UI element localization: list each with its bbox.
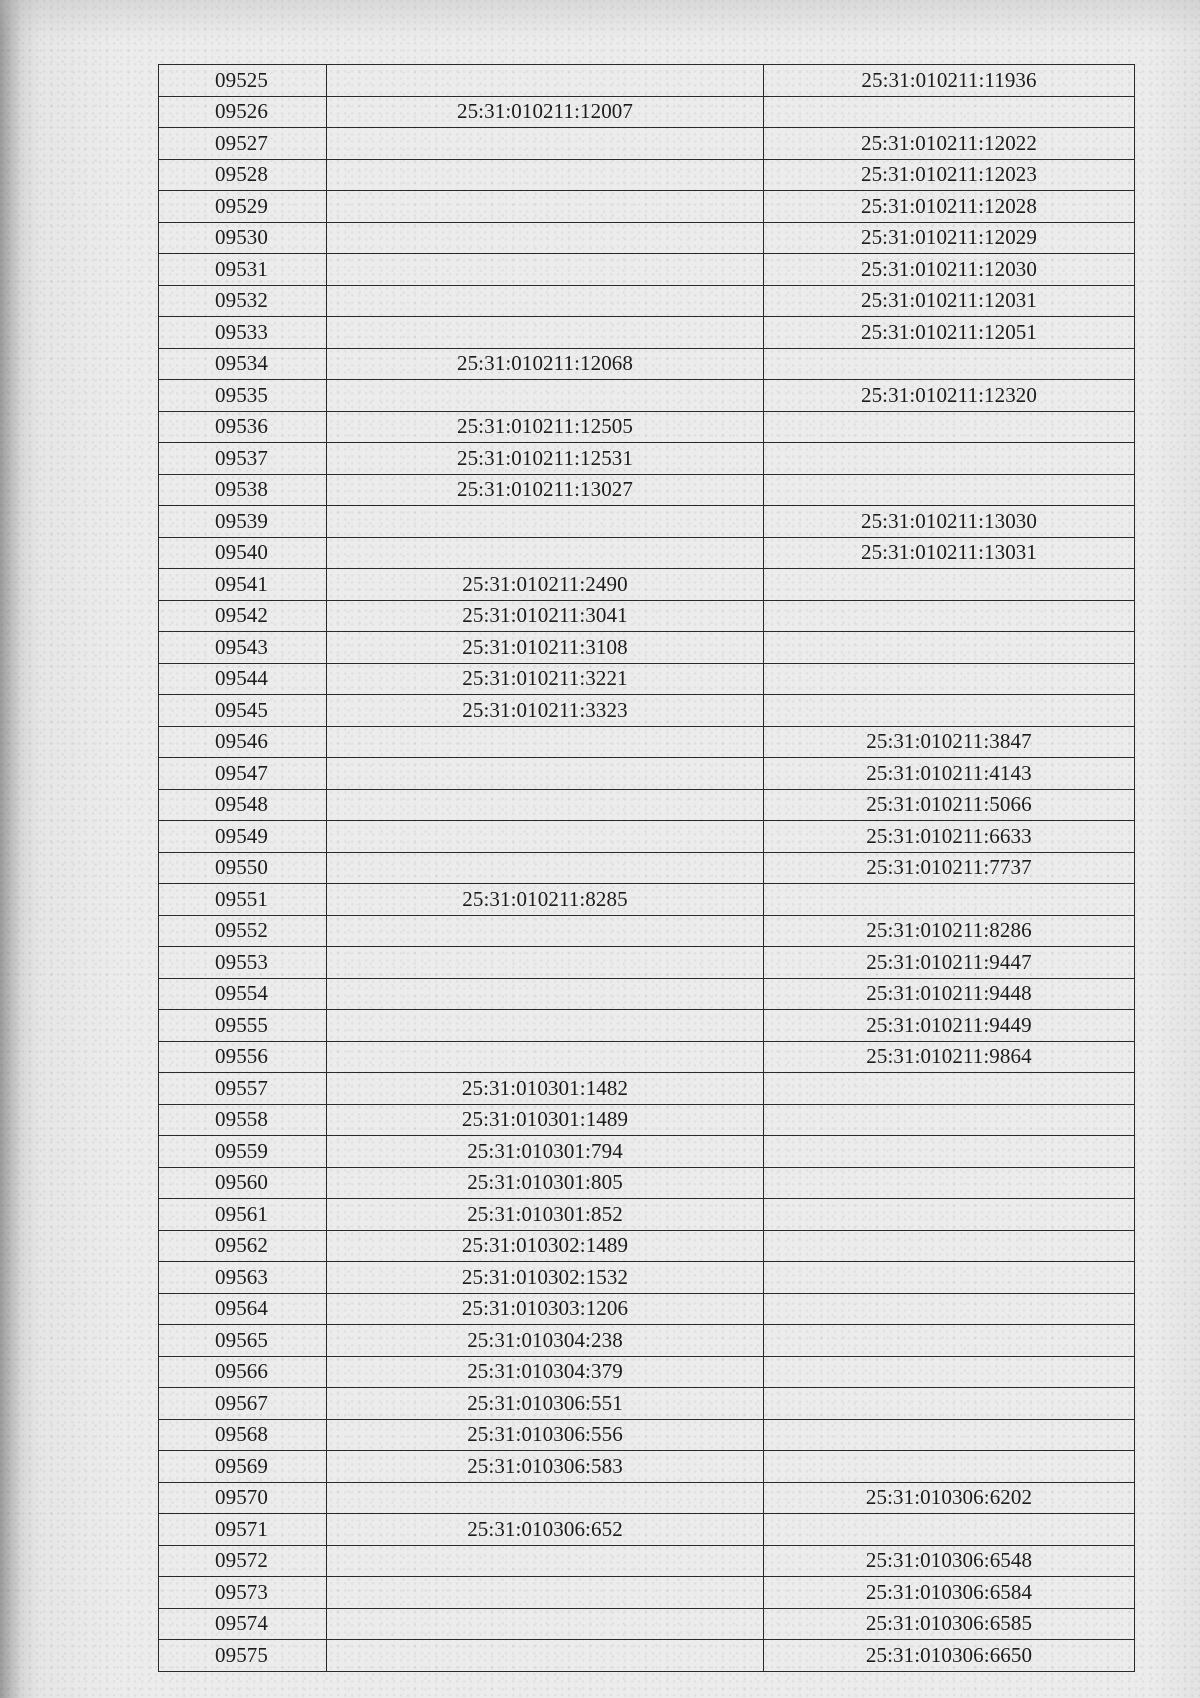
cadastral-number-cell-b [764, 695, 1135, 727]
cadastral-number-cell-a: 25:31:010211:13027 [327, 474, 764, 506]
cadastral-number-cell-a: 25:31:010211:12531 [327, 443, 764, 475]
cadastral-number-cell-a [327, 978, 764, 1010]
cadastral-number-cell-b: 25:31:010211:6633 [764, 821, 1135, 853]
cadastral-number-cell-a [327, 65, 764, 97]
cadastral-number-cell-a: 25:31:010302:1532 [327, 1262, 764, 1294]
cadastral-number-cell-a [327, 380, 764, 412]
table-row [159, 632, 1135, 664]
table-row [159, 1230, 1135, 1262]
row-number-cell: 09571 [159, 1514, 327, 1546]
table-row [159, 758, 1135, 790]
cadastral-number-cell-b: 25:31:010211:12029 [764, 222, 1135, 254]
cadastral-number-cell-b: 25:31:010306:6650 [764, 1640, 1135, 1672]
cadastral-number-cell-b: 25:31:010211:12023 [764, 159, 1135, 191]
cadastral-number-cell-b: 25:31:010211:12028 [764, 191, 1135, 223]
cadastral-number-cell-b: 25:31:010211:8286 [764, 915, 1135, 947]
table-row [159, 285, 1135, 317]
table-row [159, 1451, 1135, 1483]
row-number-cell: 09543 [159, 632, 327, 664]
table-row [159, 128, 1135, 160]
cadastral-number-cell-a: 25:31:010304:238 [327, 1325, 764, 1357]
table-row [159, 695, 1135, 727]
cadastral-number-cell-b: 25:31:010211:3847 [764, 726, 1135, 758]
row-number-cell: 09549 [159, 821, 327, 853]
cadastral-number-cell-b: 25:31:010306:6548 [764, 1545, 1135, 1577]
cadastral-number-cell-a [327, 1482, 764, 1514]
table-row [159, 978, 1135, 1010]
cadastral-number-cell-a [327, 128, 764, 160]
row-number-cell: 09545 [159, 695, 327, 727]
cadastral-number-cell-a: 25:31:010306:652 [327, 1514, 764, 1546]
row-number-cell: 09532 [159, 285, 327, 317]
cadastral-number-cell-a: 25:31:010211:12068 [327, 348, 764, 380]
row-number-cell: 09534 [159, 348, 327, 380]
cadastral-number-cell-b [764, 884, 1135, 916]
cadastral-number-cell-b: 25:31:010211:9449 [764, 1010, 1135, 1042]
cadastral-number-cell-a: 25:31:010211:3108 [327, 632, 764, 664]
cadastral-number-cell-b [764, 1262, 1135, 1294]
table-row [159, 222, 1135, 254]
row-number-cell: 09551 [159, 884, 327, 916]
row-number-cell: 09553 [159, 947, 327, 979]
cadastral-number-cell-a [327, 852, 764, 884]
cadastral-number-cell-b: 25:31:010211:12320 [764, 380, 1135, 412]
table-row [159, 443, 1135, 475]
table-row [159, 1419, 1135, 1451]
table-row [159, 1010, 1135, 1042]
cadastral-number-cell-b: 25:31:010211:9448 [764, 978, 1135, 1010]
cadastral-number-cell-a: 25:31:010302:1489 [327, 1230, 764, 1262]
cadastral-number-cell-a: 25:31:010301:1489 [327, 1104, 764, 1136]
cadastral-number-cell-a [327, 947, 764, 979]
table-row [159, 1356, 1135, 1388]
cadastral-number-cell-a [327, 159, 764, 191]
row-number-cell: 09542 [159, 600, 327, 632]
cadastral-number-cell-b: 25:31:010211:5066 [764, 789, 1135, 821]
cadastral-number-cell-a [327, 537, 764, 569]
cadastral-number-cell-b: 25:31:010211:12051 [764, 317, 1135, 349]
row-number-cell: 09563 [159, 1262, 327, 1294]
row-number-cell: 09527 [159, 128, 327, 160]
row-number-cell: 09550 [159, 852, 327, 884]
table-row [159, 1199, 1135, 1231]
cadastral-number-cell-a: 25:31:010211:3323 [327, 695, 764, 727]
row-number-cell: 09555 [159, 1010, 327, 1042]
row-number-cell: 09557 [159, 1073, 327, 1105]
cadastral-number-cell-b [764, 1388, 1135, 1420]
row-number-cell: 09540 [159, 537, 327, 569]
table-row [159, 884, 1135, 916]
cadastral-number-cell-a: 25:31:010304:379 [327, 1356, 764, 1388]
cadastral-number-cell-a [327, 1010, 764, 1042]
row-number-cell: 09574 [159, 1608, 327, 1640]
table-row [159, 663, 1135, 695]
table-row [159, 1640, 1135, 1672]
table-row [159, 1104, 1135, 1136]
cadastral-number-cell-a [327, 191, 764, 223]
table-row [159, 1073, 1135, 1105]
cadastral-number-cell-a: 25:31:010211:8285 [327, 884, 764, 916]
cadastral-number-cell-a [327, 1640, 764, 1672]
table-row [159, 1608, 1135, 1640]
cadastral-number-cell-a: 25:31:010211:3221 [327, 663, 764, 695]
cadastral-number-cell-a [327, 758, 764, 790]
table-row [159, 600, 1135, 632]
cadastral-number-cell-a: 25:31:010306:556 [327, 1419, 764, 1451]
cadastral-number-cell-b [764, 1230, 1135, 1262]
cadastral-number-cell-b [764, 1104, 1135, 1136]
cadastral-number-cell-b [764, 1514, 1135, 1546]
cadastral-number-table [158, 64, 1135, 1672]
cadastral-number-cell-a [327, 1545, 764, 1577]
row-number-cell: 09530 [159, 222, 327, 254]
row-number-cell: 09569 [159, 1451, 327, 1483]
row-number-cell: 09531 [159, 254, 327, 286]
cadastral-number-cell-b: 25:31:010211:11936 [764, 65, 1135, 97]
row-number-cell: 09566 [159, 1356, 327, 1388]
table-row [159, 380, 1135, 412]
cadastral-number-cell-b: 25:31:010211:9447 [764, 947, 1135, 979]
row-number-cell: 09562 [159, 1230, 327, 1262]
cadastral-number-cell-a: 25:31:010301:1482 [327, 1073, 764, 1105]
cadastral-number-cell-b [764, 1167, 1135, 1199]
cadastral-number-cell-a [327, 1608, 764, 1640]
table-row [159, 1514, 1135, 1546]
cadastral-number-cell-a: 25:31:010301:852 [327, 1199, 764, 1231]
row-number-cell: 09526 [159, 96, 327, 128]
cadastral-number-cell-b: 25:31:010211:12022 [764, 128, 1135, 160]
cadastral-number-cell-a: 25:31:010211:12505 [327, 411, 764, 443]
table-row [159, 1388, 1135, 1420]
cadastral-number-cell-b: 25:31:010211:12031 [764, 285, 1135, 317]
cadastral-number-cell-a [327, 285, 764, 317]
table-row [159, 474, 1135, 506]
cadastral-number-cell-b [764, 1293, 1135, 1325]
cadastral-number-cell-b [764, 1419, 1135, 1451]
cadastral-number-cell-b [764, 1356, 1135, 1388]
cadastral-number-cell-b [764, 1451, 1135, 1483]
cadastral-number-cell-a [327, 317, 764, 349]
cadastral-number-cell-a [327, 254, 764, 286]
cadastral-number-cell-b [764, 569, 1135, 601]
row-number-cell: 09541 [159, 569, 327, 601]
cadastral-number-cell-a: 25:31:010211:12007 [327, 96, 764, 128]
table-row [159, 191, 1135, 223]
table-row [159, 569, 1135, 601]
row-number-cell: 09560 [159, 1167, 327, 1199]
table-row [159, 947, 1135, 979]
row-number-cell: 09554 [159, 978, 327, 1010]
cadastral-number-cell-a [327, 915, 764, 947]
table-row [159, 254, 1135, 286]
row-number-cell: 09535 [159, 380, 327, 412]
cadastral-number-cell-b [764, 443, 1135, 475]
cadastral-number-cell-a [327, 789, 764, 821]
table-row [159, 537, 1135, 569]
cadastral-number-cell-b [764, 663, 1135, 695]
row-number-cell: 09572 [159, 1545, 327, 1577]
row-number-cell: 09568 [159, 1419, 327, 1451]
row-number-cell: 09528 [159, 159, 327, 191]
table-row [159, 159, 1135, 191]
cadastral-number-cell-b [764, 348, 1135, 380]
cadastral-number-cell-a: 25:31:010211:3041 [327, 600, 764, 632]
row-number-cell: 09567 [159, 1388, 327, 1420]
table-row [159, 852, 1135, 884]
row-number-cell: 09570 [159, 1482, 327, 1514]
table-row [159, 1136, 1135, 1168]
table-row [159, 506, 1135, 538]
table-body [159, 65, 1135, 1672]
cadastral-number-cell-a [327, 821, 764, 853]
table-row [159, 1545, 1135, 1577]
cadastral-number-cell-b [764, 1136, 1135, 1168]
table-row [159, 1577, 1135, 1609]
cadastral-number-cell-b: 25:31:010306:6585 [764, 1608, 1135, 1640]
table-row [159, 1325, 1135, 1357]
cadastral-number-cell-a: 25:31:010301:794 [327, 1136, 764, 1168]
row-number-cell: 09547 [159, 758, 327, 790]
cadastral-number-cell-b: 25:31:010306:6584 [764, 1577, 1135, 1609]
cadastral-number-cell-b [764, 600, 1135, 632]
scan-shadow [0, 0, 1200, 40]
cadastral-number-cell-b [764, 632, 1135, 664]
table-row [159, 348, 1135, 380]
table-row [159, 1482, 1135, 1514]
cadastral-number-cell-a: 25:31:010211:2490 [327, 569, 764, 601]
cadastral-number-cell-b [764, 1073, 1135, 1105]
row-number-cell: 09525 [159, 65, 327, 97]
row-number-cell: 09548 [159, 789, 327, 821]
cadastral-number-cell-a [327, 1577, 764, 1609]
row-number-cell: 09539 [159, 506, 327, 538]
row-number-cell: 09533 [159, 317, 327, 349]
cadastral-number-cell-b: 25:31:010211:4143 [764, 758, 1135, 790]
row-number-cell: 09573 [159, 1577, 327, 1609]
table-row [159, 1167, 1135, 1199]
row-number-cell: 09558 [159, 1104, 327, 1136]
table-row [159, 317, 1135, 349]
cadastral-number-cell-a [327, 726, 764, 758]
cadastral-number-cell-a [327, 506, 764, 538]
row-number-cell: 09552 [159, 915, 327, 947]
row-number-cell: 09537 [159, 443, 327, 475]
row-number-cell: 09559 [159, 1136, 327, 1168]
row-number-cell: 09575 [159, 1640, 327, 1672]
row-number-cell: 09544 [159, 663, 327, 695]
row-number-cell: 09536 [159, 411, 327, 443]
cadastral-number-cell-b [764, 474, 1135, 506]
row-number-cell: 09564 [159, 1293, 327, 1325]
cadastral-number-cell-a: 25:31:010303:1206 [327, 1293, 764, 1325]
row-number-cell: 09529 [159, 191, 327, 223]
table-row [159, 726, 1135, 758]
cadastral-number-cell-b: 25:31:010211:13031 [764, 537, 1135, 569]
cadastral-number-cell-a: 25:31:010306:583 [327, 1451, 764, 1483]
cadastral-number-cell-a: 25:31:010306:551 [327, 1388, 764, 1420]
table-row [159, 915, 1135, 947]
row-number-cell: 09546 [159, 726, 327, 758]
table-row [159, 1293, 1135, 1325]
cadastral-number-cell-b: 25:31:010211:13030 [764, 506, 1135, 538]
cadastral-number-cell-b [764, 411, 1135, 443]
table-row [159, 1262, 1135, 1294]
cadastral-number-cell-a [327, 1041, 764, 1073]
cadastral-number-cell-a: 25:31:010301:805 [327, 1167, 764, 1199]
table-row [159, 821, 1135, 853]
table-row [159, 411, 1135, 443]
table-row [159, 96, 1135, 128]
cadastral-number-cell-b: 25:31:010211:12030 [764, 254, 1135, 286]
table-row [159, 65, 1135, 97]
cadastral-number-cell-b [764, 1325, 1135, 1357]
table-row [159, 789, 1135, 821]
cadastral-number-cell-a [327, 222, 764, 254]
row-number-cell: 09565 [159, 1325, 327, 1357]
cadastral-number-cell-b [764, 96, 1135, 128]
cadastral-number-cell-b: 25:31:010211:7737 [764, 852, 1135, 884]
row-number-cell: 09561 [159, 1199, 327, 1231]
cadastral-number-cell-b [764, 1199, 1135, 1231]
table-row [159, 1041, 1135, 1073]
row-number-cell: 09556 [159, 1041, 327, 1073]
cadastral-number-cell-b: 25:31:010211:9864 [764, 1041, 1135, 1073]
cadastral-number-cell-b: 25:31:010306:6202 [764, 1482, 1135, 1514]
row-number-cell: 09538 [159, 474, 327, 506]
